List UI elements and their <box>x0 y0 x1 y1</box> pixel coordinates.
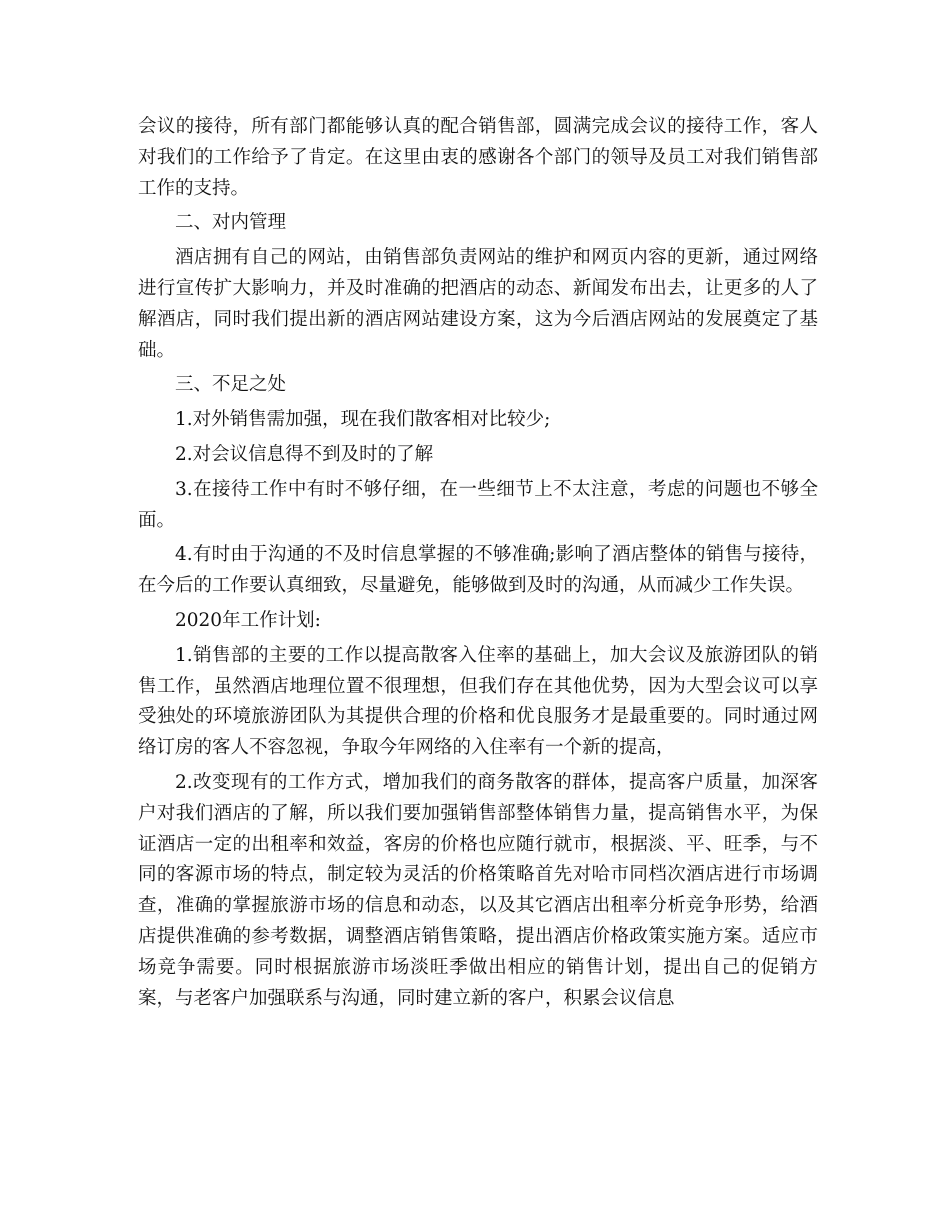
paragraph-website: 酒店拥有自己的网站，由销售部负责网站的维护和网页内容的更新，通过网络进行宣传扩大影响力，并及时准确的把酒店的动态、新闻发布出去，让更多的人了解酒店，同时我们提出新的酒店网站建设方案，这为今后酒店网站的发展奠定了基础。 <box>138 247 818 361</box>
list-item-shortcoming-1: 1.对外销售需加强，现在我们散客相对比较少; <box>175 409 551 431</box>
list-item-plan-2: 2.改变现有的工作方式，增加我们的商务散客的群体，提高客户质量，加深客户对我们酒店的了解，所以我们要加强销售部整体销售力量，提高销售水平，为保证酒店一定的出租率和效益，客房的价格也应随行就市，根据淡、平、旺季，与不同的客源市场的特点，制定较为灵活的价格策略首先对哈市同档次酒店进行市场调查，准确的掌握旅游市场的信息和动态，以及其它酒店出租率分析竞争形势，给酒店提供准确的参考数据，调整酒店销售策略，提出酒店价格政策实施方案。适应市场竞争需要。同时根据旅游市场淡旺季做出相应的销售计划，提出自己的促销方案，与老客户加强联系与沟通，同时建立新的客户，积累会议信息 <box>138 771 818 1009</box>
section-heading-work-plan: 2020年工作计划: <box>175 609 321 631</box>
paragraph-continuation: 会议的接待，所有部门都能够认真的配合销售部，圆满完成会议的接待工作，客人对我们的工作给予了肯定。在这里由衷的感谢各个部门的领导及员工对我们销售部工作的支持。 <box>138 116 818 199</box>
list-item-plan-1: 1.销售部的主要的工作以提高散客入住率的基础上，加大会议及旅游团队的销售工作，虽然酒店地理位置不很理想，但我们存在其他优势，因为大型会议可以享受独处的环境旅游团队为其提供合理的价格和优良服务才是最重要的。同时通过网络订房的客人不容忽视，争取今年网络的入住率有一个新的提高， <box>138 644 818 759</box>
list-item-shortcoming-3: 3.在接待工作中有时不够仔细，在一些细节上不太注意，考虑的问题也不够全面。 <box>138 478 818 531</box>
document-page <box>138 112 818 1014</box>
section-heading-shortcomings: 三、不足之处 <box>175 374 287 396</box>
list-item-shortcoming-2: 2.对会议信息得不到及时的了解 <box>175 443 434 465</box>
list-item-shortcoming-4: 4.有时由于沟通的不及时信息掌握的不够准确;影响了酒店整体的销售与接待，在今后的工作要认真细致，尽量避免，能够做到及时的沟通，从而减少工作失误。 <box>138 544 818 597</box>
section-heading-internal-management: 二、对内管理 <box>175 212 287 234</box>
